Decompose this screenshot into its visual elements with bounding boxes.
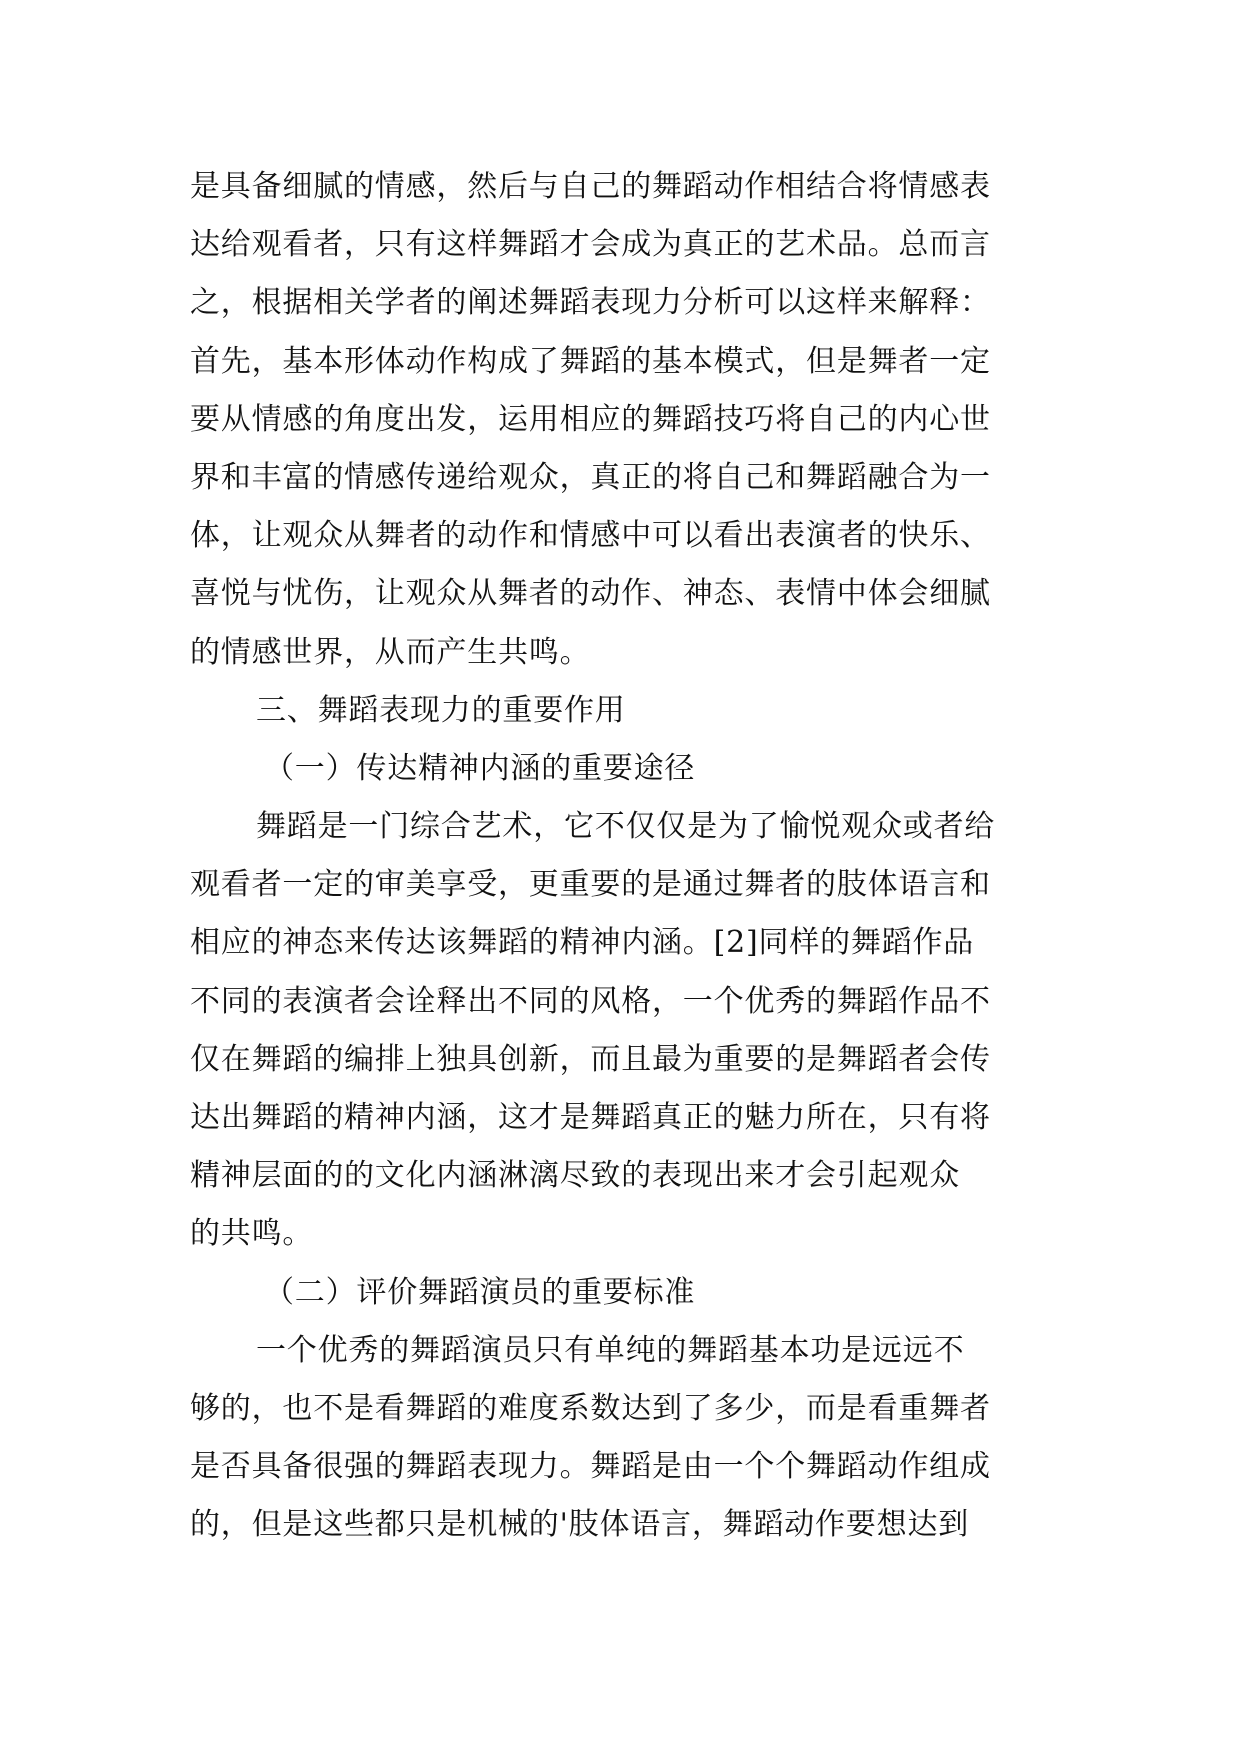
- subheading-1: （一）传达精神内涵的重要途径: [264, 750, 696, 786]
- section-heading: 三、舞蹈表现力的重要作用: [256, 692, 626, 728]
- text-line: 观看者一定的审美享受，更重要的是通过舞者的肢体语言和: [190, 867, 991, 903]
- text-line: 的共鸣。: [190, 1216, 314, 1252]
- text-line: 的情感世界，从而产生共鸣。: [190, 634, 591, 670]
- text-line: 一个优秀的舞蹈演员只有单纯的舞蹈基本功是远远不: [256, 1332, 965, 1368]
- text-line: 相应的神态来传达该舞蹈的精神内涵。[2]同样的舞蹈作品: [190, 925, 975, 961]
- text-line: 够的，也不是看舞蹈的难度系数达到了多少，而是看重舞者: [190, 1390, 991, 1426]
- document-body: [190, 158, 1060, 1555]
- text-line: 不同的表演者会诠释出不同的风格，一个优秀的舞蹈作品不: [190, 983, 991, 1019]
- text-line: 之，根据相关学者的阐述舞蹈表现力分析可以这样来解释：: [190, 285, 991, 321]
- text-line: 要从情感的角度出发，运用相应的舞蹈技巧将自己的内心世: [190, 401, 991, 437]
- subheading-2: （二）评价舞蹈演员的重要标准: [264, 1274, 696, 1310]
- text-line: 首先，基本形体动作构成了舞蹈的基本模式，但是舞者一定: [190, 343, 991, 379]
- text-line: 是具备细腻的情感，然后与自己的舞蹈动作相结合将情感表: [190, 169, 991, 204]
- continuation-paragraph: [190, 158, 1060, 682]
- text-line: 达给观看者，只有这样舞蹈才会成为真正的艺术品。总而言: [190, 227, 991, 263]
- text-line: 界和丰富的情感传递给观众，真正的将自己和舞蹈融合为一: [190, 459, 991, 495]
- text-line: 是否具备很强的舞蹈表现力。舞蹈是由一个个舞蹈动作组成: [190, 1449, 991, 1485]
- text-line: 达出舞蹈的精神内涵，这才是舞蹈真正的魅力所在，只有将: [190, 1100, 991, 1135]
- text-line: 舞蹈是一门综合艺术，它不仅仅是为了愉悦观众或者给: [256, 809, 996, 845]
- paragraph-2: [190, 1322, 1060, 1555]
- paragraph-1: [190, 798, 1060, 1264]
- text-line: 喜悦与忧伤，让观众从舞者的动作、神态、表情中体会细腻: [190, 576, 991, 612]
- text-line: 精神层面的的文化内涵淋漓尽致的表现出来才会引起观众: [190, 1158, 960, 1194]
- text-line: 仅在舞蹈的编排上独具创新，而且最为重要的是舞蹈者会传: [190, 1041, 991, 1077]
- text-line: 体，让观众从舞者的动作和情感中可以看出表演者的快乐、: [190, 518, 991, 554]
- text-line: 的，但是这些都只是机械的'肢体语言，舞蹈动作要想达到: [190, 1507, 970, 1543]
